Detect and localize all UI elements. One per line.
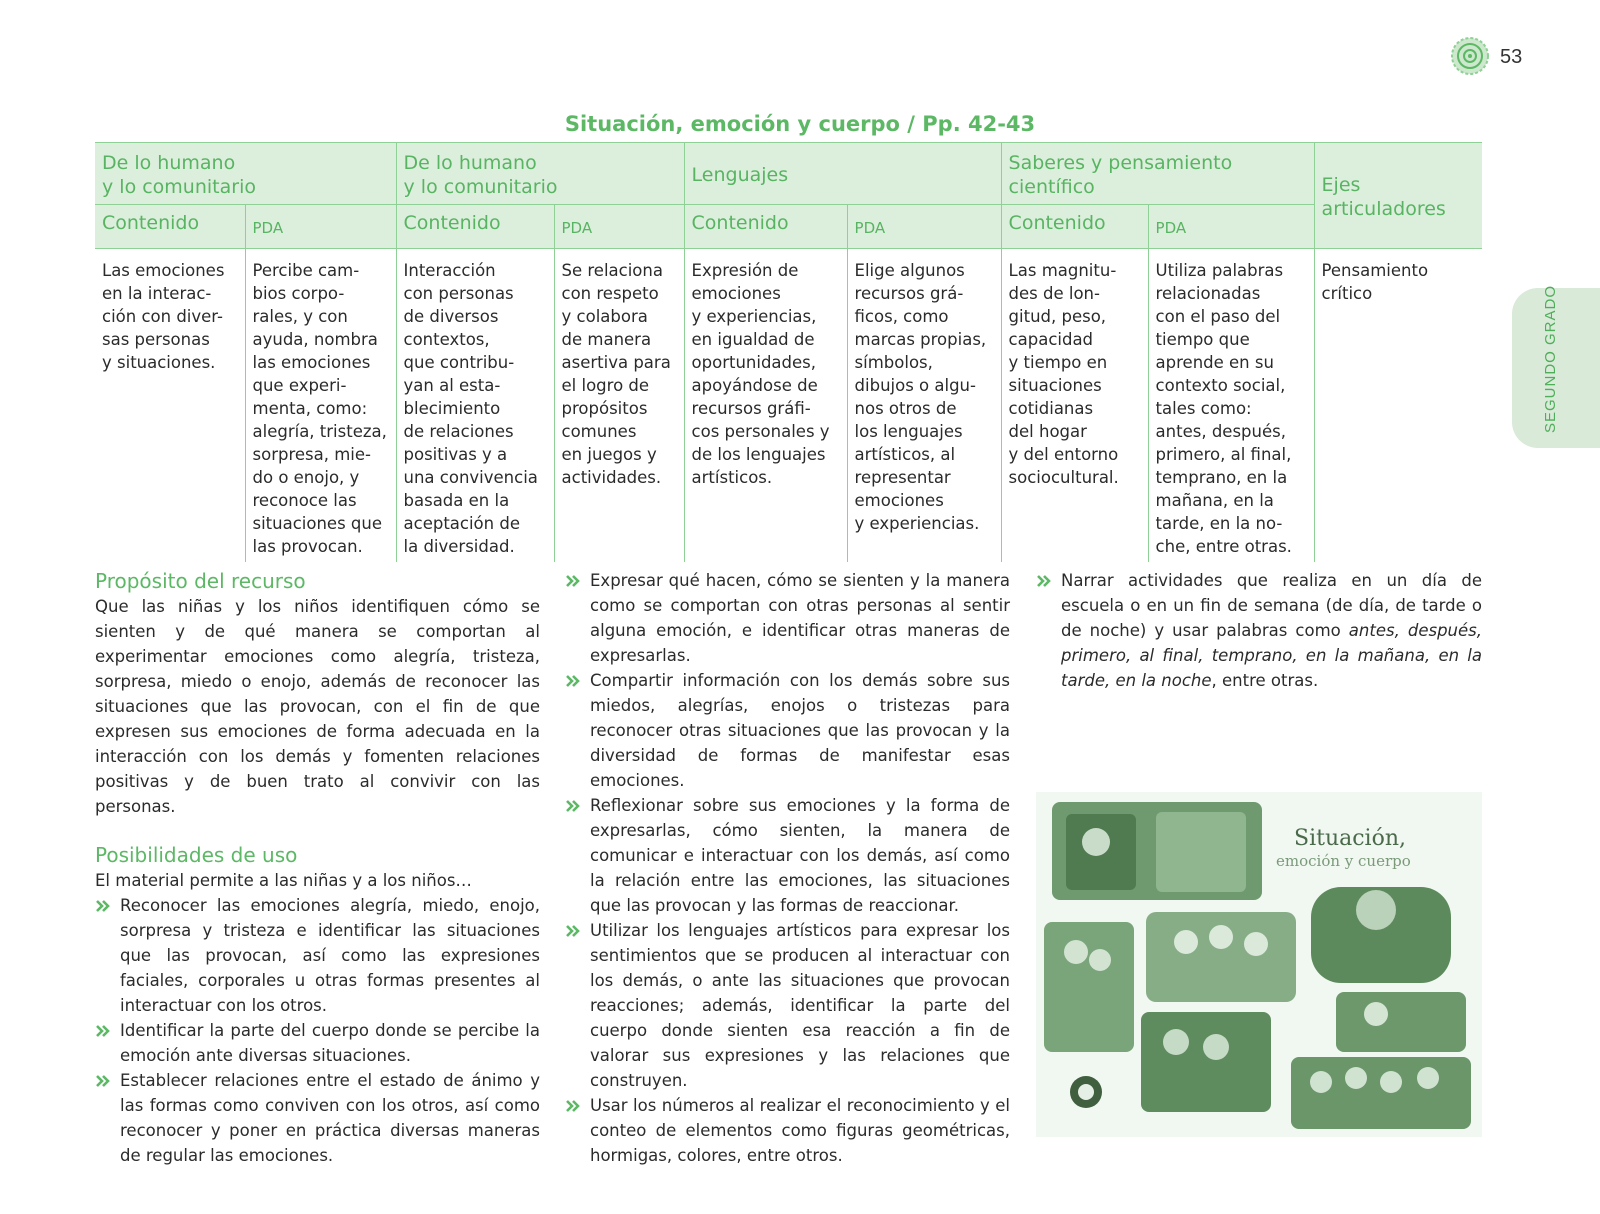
table-subheader-row (95, 205, 1482, 249)
table-cell: Expresión de emociones y experiencias, en igualdad de oportunidades, apoyándose de recursos gráfi- cos personales y de los lenguajes artísticos. (684, 249, 847, 563)
grade-label: SEGUNDO GRADO (1542, 284, 1559, 433)
double-chevron-icon (565, 924, 581, 938)
book-cover-illustration (1036, 792, 1482, 1137)
subheader-pda: PDA (245, 205, 396, 249)
list-item-text: Usar los números al realizar el reconocimiento y el conteo de elementos como figuras geométricas, hormigas, colores, entre otros. (590, 1096, 1010, 1165)
list-item (95, 893, 540, 1018)
table-row (95, 249, 1482, 563)
subheader-contenido: Contenido (95, 205, 245, 249)
narrate-italic-words: antes, después, primero, al final, temprano, en la mañana, en la tarde, en la noche (1061, 621, 1483, 690)
grade-side-tab (1512, 284, 1600, 448)
double-chevron-icon (565, 674, 581, 688)
narrate-list (1036, 568, 1482, 693)
list-item-text: Identificar la parte del cuerpo donde se percibe la emoción ante diversas situaciones. (120, 1021, 540, 1065)
list-item (565, 668, 1010, 793)
column-middle (565, 568, 1010, 1168)
list-item (565, 1093, 1010, 1168)
illustration-subtitle: emoción y cuerpo (1276, 852, 1411, 870)
list-item (565, 918, 1010, 1093)
table-cell: Interacción con personas de diversos contextos, que contribu- yan al esta- blecimiento de relaciones positivas y a una convivencia basada en la aceptación de la diversidad. (396, 249, 554, 563)
narrate-before: Narrar actividades que realiza en un día de escuela o en un fin de semana (de día, de tarde o de noche) y usar palabras como (1061, 571, 1482, 640)
table-group-row (95, 143, 1482, 205)
list-item-text: Establecer relaciones entre el estado de ánimo y las formas como conviven con los otros, así como reconocer y poner en práctica diversas maneras de regular las emociones. (120, 1071, 540, 1165)
illustration-scene (1036, 792, 1482, 1137)
group-header (95, 143, 396, 205)
subheader-contenido: Contenido (396, 205, 554, 249)
ejes-header-label: Ejes articuladores (1321, 174, 1446, 220)
uses-list (565, 568, 1010, 1168)
page-number: 53 (1500, 46, 1523, 68)
list-item (95, 1068, 540, 1168)
double-chevron-icon (1036, 574, 1052, 588)
posibilidades-intro: El material permite a las niñas y a los niños… (95, 871, 472, 890)
double-chevron-icon (565, 574, 581, 588)
group-header-label: De lo humano y lo comunitario (403, 152, 558, 198)
curriculum-table (95, 142, 1482, 562)
posibilidades-heading: Posibilidades de uso (95, 843, 298, 867)
list-item (565, 793, 1010, 918)
column-left (95, 568, 540, 1168)
subheader-pda: PDA (1148, 205, 1314, 249)
double-chevron-icon (95, 1024, 111, 1038)
ejes-header (1314, 143, 1482, 249)
list-item-text: Reflexionar sobre sus emociones y la forma de expresarlas, cómo sienten, la manera de comunicar e interactuar con los demás, así como la relación entre las emociones, las situaciones que las provocan y las formas de reaccionar. (590, 796, 1010, 915)
posibilidades-list (95, 893, 540, 1168)
list-item-text: Reconocer las emociones alegría, miedo, enojo, sorpresa y tristeza e identificar las situaciones que las provocan, así como las expresiones faciales, corporales u otras formas presentes al interactuar con los otros. (120, 896, 540, 1015)
subheader-contenido: Contenido (1001, 205, 1148, 249)
narrate-after: , entre otras. (1211, 671, 1319, 690)
group-header (684, 143, 1001, 205)
double-chevron-icon (95, 1074, 111, 1088)
table-cell: Percibe cam- bios corpo- rales, y con ayuda, nombra las emociones que experi- menta, como: alegría, tristeza, sorpresa, mie- do o enojo, y reconoce las situaciones que las provocan. (245, 249, 396, 563)
table-cell: Las magnitu- des de lon- gitud, peso, capacidad y tiempo en situaciones cotidianas del hogar y del entorno sociocultural. (1001, 249, 1148, 563)
double-chevron-icon (565, 1099, 581, 1113)
double-chevron-icon (565, 799, 581, 813)
table-cell: Las emociones en la interac- ción con diver- sas personas y situaciones. (102, 261, 225, 372)
subheader-pda: PDA (554, 205, 684, 249)
subheader-pda: PDA (847, 205, 1001, 249)
subheader-contenido: Contenido (684, 205, 847, 249)
table-cell: Pensamiento crítico (1314, 249, 1482, 563)
column-right (1036, 568, 1482, 693)
double-chevron-icon (95, 899, 111, 913)
list-item (565, 568, 1010, 668)
list-item-text: Expresar qué hacen, cómo se sienten y la manera como se comportan con otras personas al sentir alguna emoción, e identificar otras maneras de expresarlas. (590, 571, 1010, 665)
group-header-label: Lenguajes (691, 164, 789, 186)
proposito-heading: Propósito del recurso (95, 569, 306, 593)
table-title: Situación, emoción y cuerpo / Pp. 42-43 (564, 112, 1036, 136)
group-header-label: Saberes y pensamiento científico (1008, 152, 1233, 198)
group-header-label: De lo humano y lo comunitario (102, 152, 256, 198)
spiral-badge-icon (1450, 36, 1490, 76)
group-header (396, 143, 684, 205)
list-item-text: Utilizar los lenguajes artísticos para expresar los sentimientos que se producen al interactuar con los demás, o ante las situaciones que provocan reacciones; además, identificar la parte del cuerpo donde sienten esa reacción a fin de valorar sus expresiones y las relaciones que construyen. (590, 921, 1010, 1090)
list-item (95, 1018, 540, 1068)
table-cell: Se relaciona con respeto y colabora de manera asertiva para el logro de propósitos comunes en juegos y actividades. (554, 249, 684, 563)
list-item (1036, 568, 1482, 693)
table-cell: Elige algunos recursos grá- ficos, como marcas propias, símbolos, dibujos o algu- nos otros de los lenguajes artísticos, al representar emociones y experiencias. (847, 249, 1001, 563)
proposito-text: Que las niñas y los niños identifiquen cómo se sienten y de qué manera se comportan al experimentar emociones como alegría, tristeza, sorpresa, miedo o enojo, además de reconocer las situaciones que las provocan, con el fin de que expresen sus emociones de forma adecuada en la interacción con los demás y fomenten relaciones positivas y de buen trato al convivir con las personas. (95, 597, 540, 816)
group-header (1001, 143, 1314, 205)
list-item-text: Compartir información con los demás sobre sus miedos, alegrías, enojos o tristezas para reconocer otras situaciones que las provocan y la diversidad de formas de manifestar esas emociones. (590, 671, 1010, 790)
table-cell: Utiliza palabras relacionadas con el paso del tiempo que aprende en su contexto social, tales como: antes, después, primero, al final, temprano, en la mañana, en la tarde, en la no- che, entre otras. (1148, 249, 1314, 563)
illustration-title: Situación, (1294, 826, 1406, 851)
